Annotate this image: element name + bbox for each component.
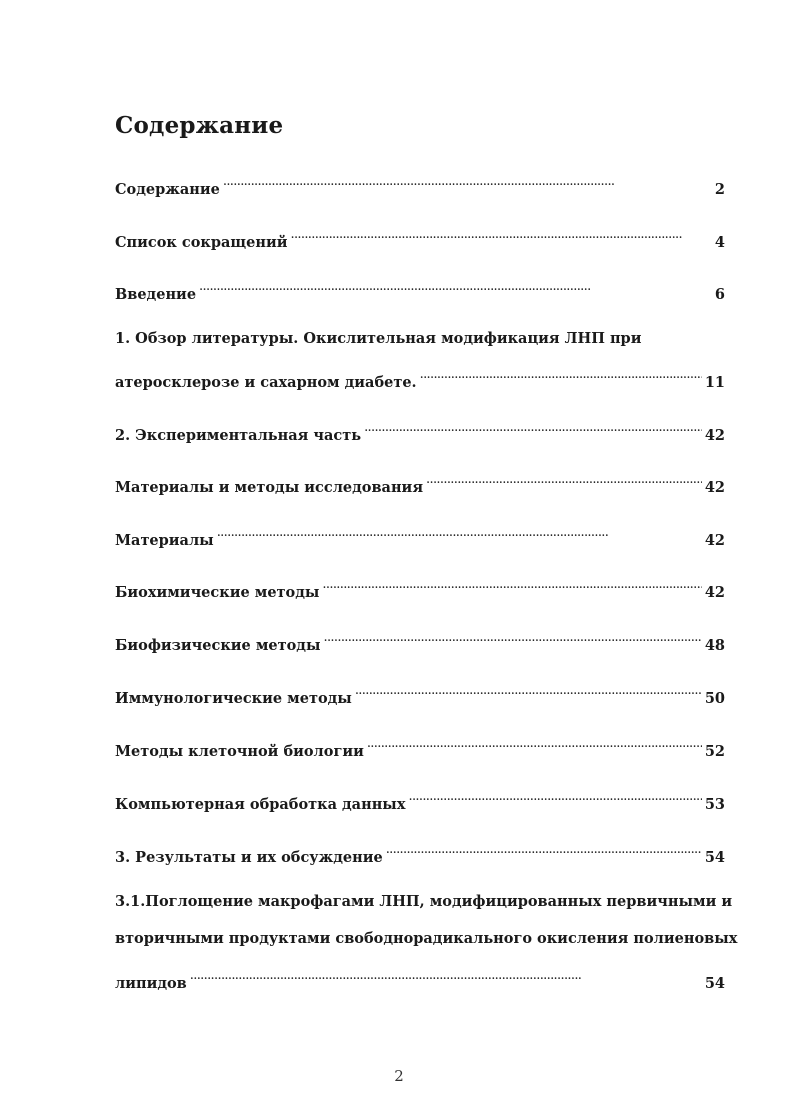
dot-leader	[322, 573, 701, 597]
toc-entry-materials-methods[interactable]	[115, 468, 725, 496]
toc-entry-page: 42	[704, 479, 725, 496]
toc-entry-label: вторичными продуктами свободнорадикального окисления полиеновых	[115, 930, 738, 947]
toc-entry-introduction[interactable]	[115, 275, 725, 303]
toc-entry-label: Методы клеточной биологии	[115, 743, 364, 760]
toc-entry-page: 53	[704, 796, 725, 813]
toc-entry-label: Список сокращений	[115, 234, 288, 251]
toc-entry-label: Биохимические методы	[115, 584, 320, 601]
toc-entry-label: Биофизические методы	[115, 637, 321, 654]
dot-leader	[355, 679, 702, 703]
toc-entry-label: Содержание	[115, 181, 220, 198]
toc-entry-experimental[interactable]	[115, 416, 725, 444]
dot-leader	[199, 275, 712, 299]
dot-leader	[386, 838, 702, 862]
toc-entry-materials[interactable]	[115, 521, 725, 549]
toc-entry-page: 2	[714, 181, 725, 198]
dot-leader	[190, 964, 702, 988]
toc-entry-page: 42	[704, 532, 725, 549]
toc-entry-contents[interactable]	[115, 170, 725, 198]
toc-entry-page: 42	[704, 427, 725, 444]
dot-leader	[426, 468, 702, 492]
toc-entry-literature-review[interactable]	[115, 327, 725, 391]
toc-entry-page: 48	[704, 637, 725, 654]
toc-entry-page: 11	[704, 374, 725, 391]
toc-entry-data-processing[interactable]	[115, 785, 725, 813]
toc-entry-cell-biology-methods[interactable]	[115, 732, 725, 760]
dot-leader	[408, 785, 701, 809]
page-title: Содержание	[115, 112, 284, 139]
toc-entry-page: 54	[704, 975, 725, 992]
toc-entry-page: 50	[704, 690, 725, 707]
dot-leader	[367, 732, 702, 756]
toc-entry-label: Иммунологические методы	[115, 690, 352, 707]
toc-entry-label: 3.1.Поглощение макрофагами ЛНП, модифицированных первичными и	[115, 893, 733, 910]
dot-leader	[324, 626, 702, 650]
toc-entry-biochemical-methods[interactable]	[115, 573, 725, 601]
toc-entry-label: 1. Обзор литературы. Окислительная модификация ЛНП при	[115, 330, 642, 347]
toc-entry-label: 2. Экспериментальная часть	[115, 427, 362, 444]
toc-entry-label: Материалы и методы исследования	[115, 479, 424, 496]
toc-entry-page: 6	[714, 286, 725, 303]
toc-entry-abbreviations[interactable]	[115, 223, 725, 251]
toc-entry-label: Компьютерная обработка данных	[115, 796, 406, 813]
page-number: 2	[394, 1067, 404, 1085]
dot-leader	[420, 363, 702, 387]
toc-entry-biophysical-methods[interactable]	[115, 626, 725, 654]
dot-leader	[217, 521, 702, 545]
toc-entry-page: 4	[714, 234, 725, 251]
toc-entry-label: липидов	[115, 975, 187, 992]
dot-leader	[223, 170, 712, 194]
toc-entry-page: 42	[704, 584, 725, 601]
toc-entry-label: атеросклерозе и сахарном диабете.	[115, 374, 417, 391]
toc-entry-page: 52	[704, 743, 725, 760]
toc-entry-macrophage-uptake[interactable]	[115, 890, 738, 992]
toc-entry-label: Материалы	[115, 532, 214, 549]
toc-entry-results-discussion[interactable]	[115, 838, 725, 866]
dot-leader	[290, 223, 711, 247]
toc-entry-label: 3. Результаты и их обсуждение	[115, 849, 383, 866]
toc-entry-immunological-methods[interactable]	[115, 679, 725, 707]
toc-entry-label: Введение	[115, 286, 197, 303]
toc-entry-page: 54	[704, 849, 725, 866]
dot-leader	[364, 416, 702, 440]
